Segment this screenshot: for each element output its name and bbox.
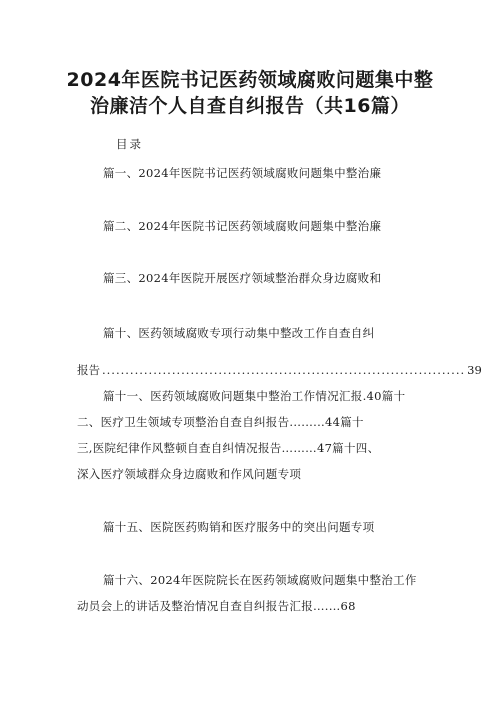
toc-entry[interactable]: 篇十六、2024年医院院长在医药领域腐败问题集中整治工作 [103,573,417,587]
toc-entry[interactable]: 篇十、医药领域腐败专项行动集中整改工作自查自纠 [103,326,375,340]
toc-run-line[interactable]: 二、医疗卫生领域专项整治自查自纠报告.........44篇十 [77,415,364,429]
toc-run-line[interactable]: 三,医院纪律作风整顿自查自纠情况报告………47篇十四、 [77,441,380,455]
toc-entry-continuation: 报告 [77,363,100,377]
toc-entry-continuation[interactable]: 动员会上的讲话及整治情况自查自纠报告汇报….…68 [77,599,356,613]
toc-run-line[interactable]: 深入医疗领域群众身边腐败和作风问题专项 [77,467,302,481]
toc-run-line[interactable]: 篇十一、医药领域腐败问题集中整治工作情况汇报.40篇十 [103,389,406,403]
document-title-line-2: 治廉洁个人自查自纠报告（共16篇） [90,95,410,117]
page-number: 39 [467,363,482,377]
toc-entry[interactable]: 篇一、2024年医院书记医药领域腐败问题集中整治廉 [103,166,382,180]
toc-entry[interactable]: 篇二、2024年医院书记医药领域腐败问题集中整治廉 [103,219,382,233]
toc-heading: 目录 [116,137,143,151]
document-title-line-1: 2024年医院书记医药领域腐败问题集中整 [66,69,434,91]
toc-entry[interactable]: 篇十五、医院医药购销和医疗服务中的突出问题专项 [103,520,375,534]
toc-entry-page-line[interactable] [77,362,482,378]
dot-leader: .............................................................................. [102,363,466,377]
toc-entry[interactable]: 篇三、2024年医院开展医疗领域整治群众身边腐败和 [103,271,382,285]
